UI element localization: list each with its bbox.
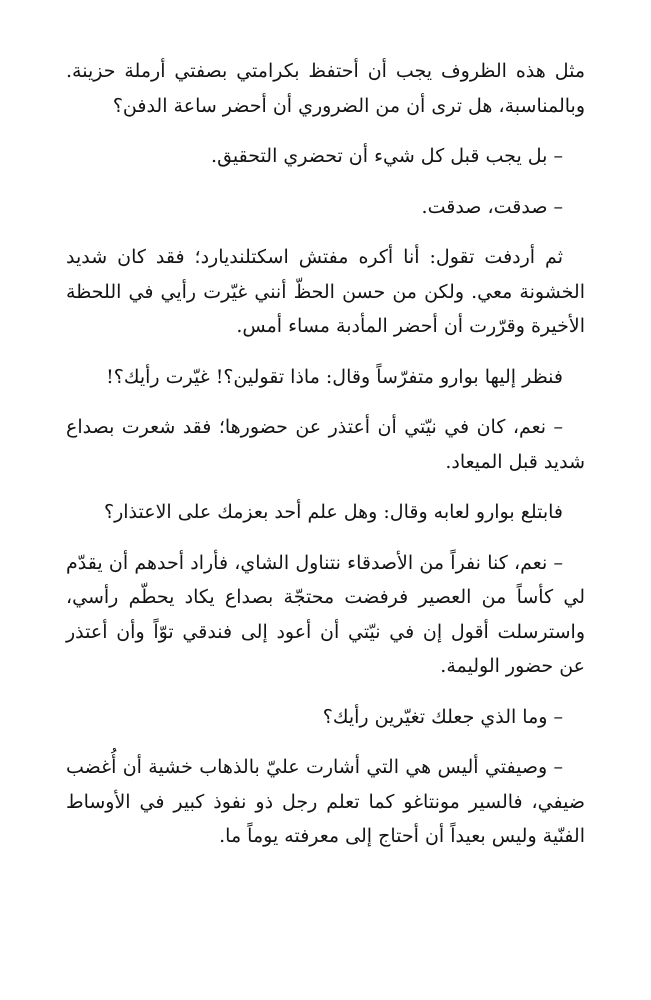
paragraph: ثم أردفت تقول: أنا أكره مفتش اسكتلنديارد؛ فقد كان شديد الخشونة معي. ولكن من حسن الحظّ أنني غيّرت رأيي في اللحظة الأخيرة وقرّرت أن أحضر المأدبة مساء أمس. bbox=[66, 246, 585, 337]
paragraph: – صدقت، صدقت. bbox=[421, 195, 563, 218]
paragraph: مثل هذه الظروف يجب أن أحتفظ بكرامتي بصفتي أرملة حزينة. وبالمناسبة، هل ترى أن من الضروري أن أحضر ساعة الدفن؟ bbox=[66, 60, 585, 117]
book-page bbox=[66, 54, 585, 870]
paragraph: – وصيفتي أليس هي التي أشارت عليّ بالذهاب خشية أن أُغضب ضيفي، فالسير مونتاغو كما تعلم رجل ذو نفوذ كبير في الأوساط الفنّية وليس بعيداً أن أحتاج إلى معرفته يوماً ما. bbox=[66, 756, 585, 847]
paragraph: فنظر إليها بوارو متفرّساً وقال: ماذا تقولين؟! غيّرت رأيك؟! bbox=[106, 365, 563, 388]
paragraph: – نعم، كنا نفراً من الأصدقاء نتناول الشاي، فأراد أحدهم أن يقدّم لي كأساً من العصير فرفضت محتجّة بصداع يكاد يحطّم رأسي، واسترسلت أقول إن في نيّتي أن أعود إلى فندقي توّاً وأن أعتذر عن حضور الوليمة. bbox=[66, 551, 585, 677]
paragraph: – بل يجب قبل كل شيء أن تحضري التحقيق. bbox=[211, 145, 563, 167]
paragraph: – نعم، كان في نيّتي أن أعتذر عن حضورها؛ فقد شعرت بصداع شديد قبل الميعاد. bbox=[66, 416, 585, 473]
paragraph: فابتلع بوارو لعابه وقال: وهل علم أحد بعزمك على الاعتذار؟ bbox=[104, 501, 563, 523]
paragraph: – وما الذي جعلك تغيّرين رأيك؟ bbox=[322, 705, 563, 728]
